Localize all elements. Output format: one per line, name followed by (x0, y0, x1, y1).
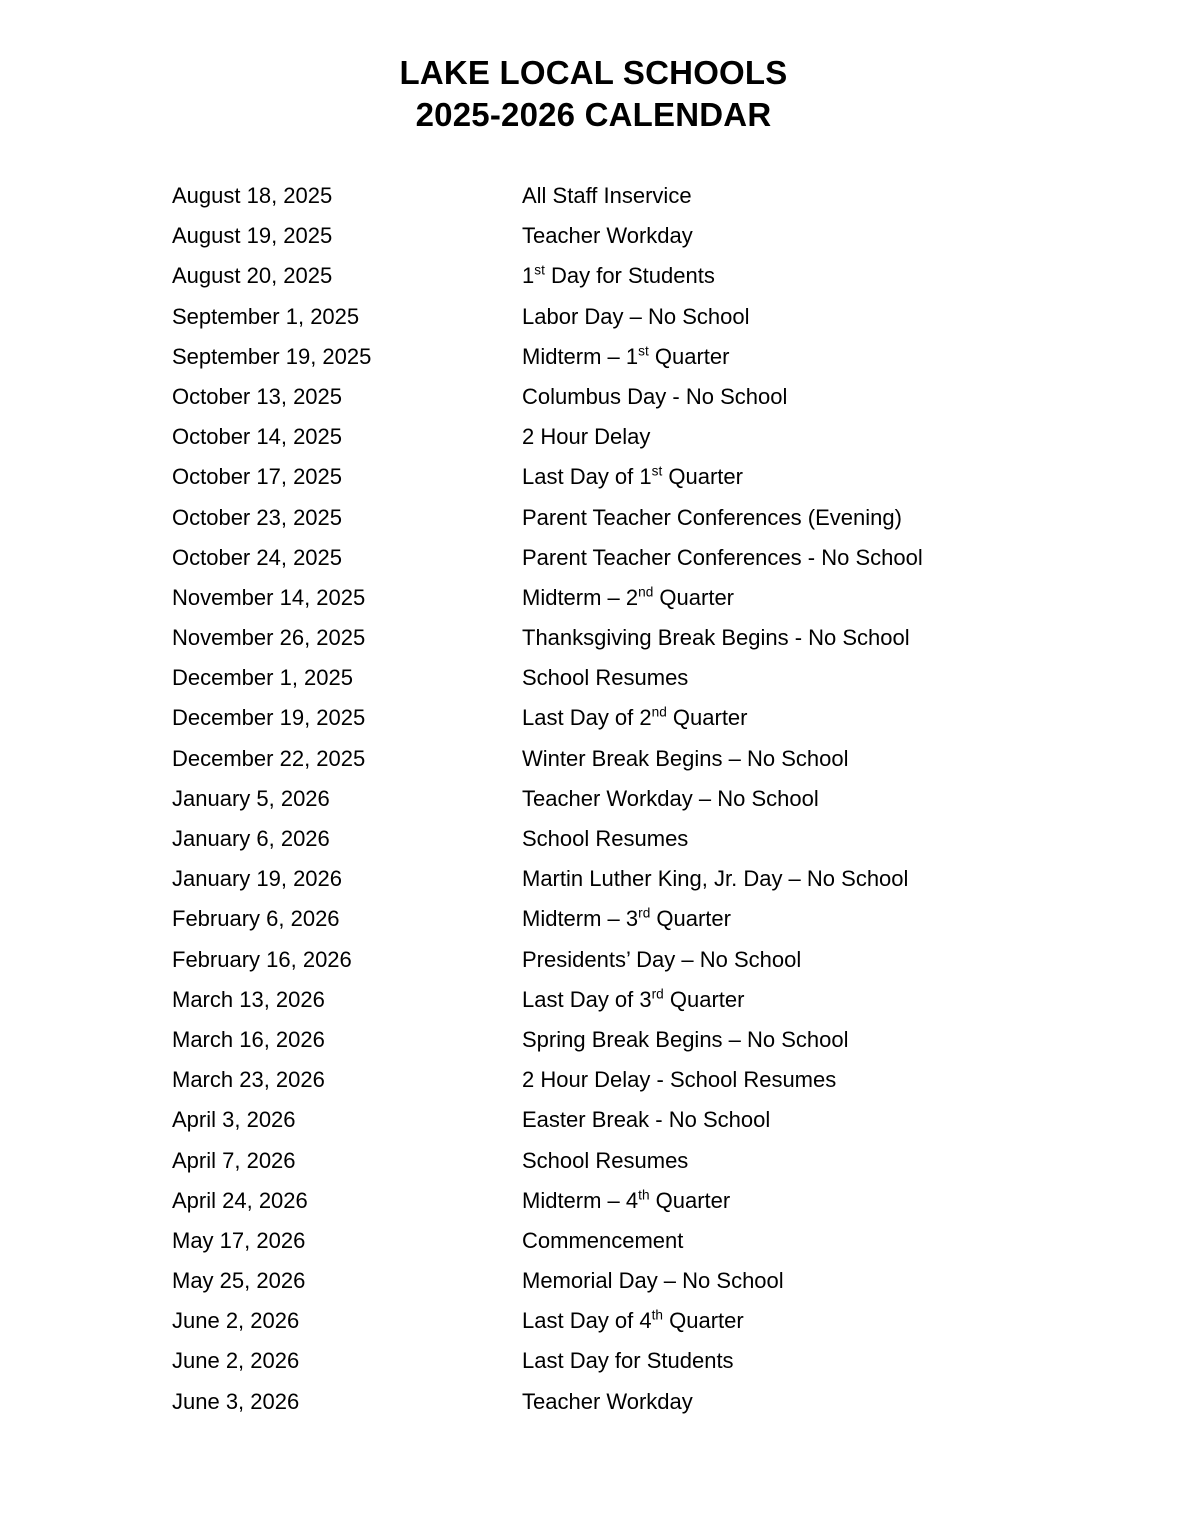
event-date: January 5, 2026 (172, 785, 330, 811)
table-row (0, 1341, 1187, 1381)
event-date: April 24, 2026 (172, 1187, 308, 1213)
table-row (0, 739, 1187, 779)
table-row (0, 498, 1187, 538)
table-row (0, 899, 1187, 939)
event-date: June 3, 2026 (172, 1388, 300, 1414)
table-row (0, 1020, 1187, 1060)
event-description: Commencement (522, 1227, 684, 1253)
event-description: Columbus Day - No School (522, 383, 788, 409)
title-line-school-name: LAKE LOCAL SCHOOLS (399, 54, 788, 91)
table-row (0, 1382, 1187, 1422)
event-description: Midterm – 3rd Quarter (522, 906, 731, 932)
table-row (0, 980, 1187, 1020)
title-line-school-year: 2025-2026 CALENDAR (415, 96, 772, 133)
event-description: Last Day for Students (522, 1348, 734, 1374)
ordinal-suffix: st (638, 343, 649, 359)
event-description: Presidents’ Day – No School (522, 946, 802, 972)
event-description: Easter Break - No School (522, 1107, 771, 1133)
event-description: Midterm – 4th Quarter (522, 1187, 731, 1213)
event-description: Memorial Day – No School (522, 1268, 784, 1294)
event-description: Spring Break Begins – No School (522, 1026, 849, 1052)
event-date: April 7, 2026 (172, 1147, 296, 1173)
event-date: September 19, 2025 (172, 343, 372, 369)
event-description: School Resumes (522, 1147, 689, 1173)
event-description: 1st Day for Students (522, 263, 715, 289)
event-date: October 14, 2025 (172, 424, 343, 450)
event-description: Thanksgiving Break Begins - No School (522, 625, 910, 651)
event-date: March 23, 2026 (172, 1067, 325, 1093)
event-description: All Staff Inservice (522, 183, 692, 208)
ordinal-suffix: st (534, 263, 545, 279)
event-date: October 13, 2025 (172, 383, 343, 409)
event-description: Teacher Workday (522, 1388, 693, 1414)
event-date: December 19, 2025 (172, 705, 366, 731)
table-row (0, 578, 1187, 618)
event-description: Midterm – 1st Quarter (522, 343, 730, 369)
table-row (0, 377, 1187, 417)
event-date: May 25, 2026 (172, 1268, 306, 1294)
event-date: December 1, 2025 (172, 665, 353, 691)
table-row (0, 297, 1187, 337)
table-row (0, 819, 1187, 859)
event-description: School Resumes (522, 665, 689, 691)
event-description: Teacher Workday – No School (522, 785, 819, 811)
table-row (0, 337, 1187, 377)
table-row (0, 940, 1187, 980)
event-description: Martin Luther King, Jr. Day – No School (522, 866, 909, 892)
ordinal-suffix: nd (638, 584, 654, 600)
event-description: 2 Hour Delay - School Resumes (522, 1067, 837, 1093)
table-row (0, 859, 1187, 899)
event-date: August 18, 2025 (172, 183, 333, 208)
event-date: June 2, 2026 (172, 1308, 300, 1334)
table-row (0, 658, 1187, 698)
event-date: November 26, 2025 (172, 625, 366, 651)
event-date: June 2, 2026 (172, 1348, 300, 1374)
event-date: March 16, 2026 (172, 1026, 325, 1052)
event-date: November 14, 2025 (172, 584, 366, 610)
table-row (0, 256, 1187, 296)
table-row (0, 698, 1187, 738)
table-row (0, 417, 1187, 457)
event-date: February 6, 2026 (172, 906, 340, 932)
table-row (0, 618, 1187, 658)
table-row (0, 1181, 1187, 1221)
event-description: Parent Teacher Conferences - No School (522, 544, 923, 570)
event-date: February 16, 2026 (172, 946, 352, 972)
calendar-event-list (0, 176, 1187, 1422)
ordinal-suffix: rd (638, 906, 651, 922)
document-title (0, 52, 1187, 136)
event-date: September 1, 2025 (172, 303, 360, 329)
event-description: Labor Day – No School (522, 303, 750, 329)
event-date: October 17, 2025 (172, 464, 343, 490)
event-description: Last Day of 4th Quarter (522, 1307, 744, 1334)
event-description: Parent Teacher Conferences (Evening) (522, 504, 902, 530)
event-description: Winter Break Begins – No School (522, 745, 849, 771)
event-description: Teacher Workday (522, 223, 693, 249)
event-date: May 17, 2026 (172, 1227, 306, 1253)
table-row (0, 1100, 1187, 1140)
event-date: August 20, 2025 (172, 263, 333, 289)
event-date: January 19, 2026 (172, 866, 343, 892)
table-row (0, 1060, 1187, 1100)
ordinal-suffix: th (638, 1187, 650, 1203)
event-date: April 3, 2026 (172, 1107, 296, 1133)
table-row (0, 176, 1187, 216)
event-date: August 19, 2025 (172, 223, 333, 249)
event-description: School Resumes (522, 826, 689, 851)
ordinal-suffix: th (651, 1307, 664, 1323)
table-row (0, 1301, 1187, 1341)
ordinal-suffix: st (651, 463, 663, 479)
event-date: January 6, 2026 (172, 826, 330, 851)
event-description: Last Day of 3rd Quarter (522, 986, 745, 1012)
event-date: March 13, 2026 (172, 986, 325, 1012)
event-description: Last Day of 1st Quarter (522, 463, 743, 490)
table-row (0, 216, 1187, 256)
event-date: December 22, 2025 (172, 745, 366, 771)
event-description: Midterm – 2nd Quarter (522, 584, 735, 610)
event-description: Last Day of 2nd Quarter (522, 705, 748, 731)
ordinal-suffix: rd (651, 986, 664, 1002)
event-description: 2 Hour Delay (522, 424, 651, 450)
ordinal-suffix: nd (651, 705, 667, 721)
table-row (0, 779, 1187, 819)
table-row (0, 1261, 1187, 1301)
event-date: October 23, 2025 (172, 504, 343, 530)
event-date: October 24, 2025 (172, 544, 343, 570)
table-row (0, 457, 1187, 497)
table-row (0, 1141, 1187, 1181)
table-row (0, 538, 1187, 578)
table-row (0, 1221, 1187, 1261)
